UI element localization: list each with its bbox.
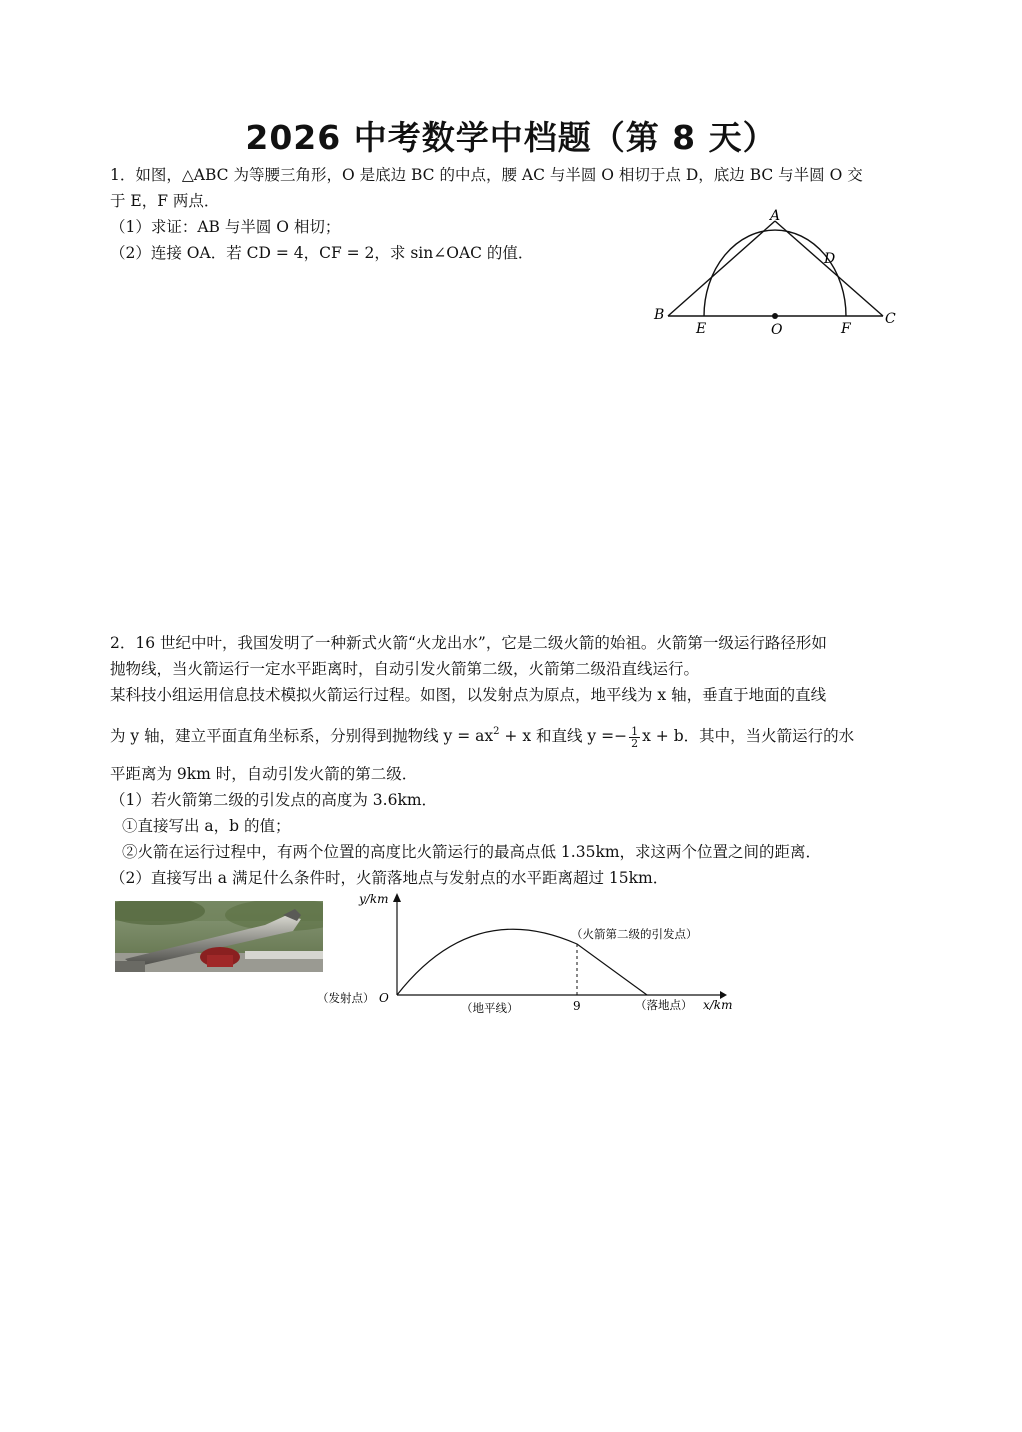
q2-line4-fraction bbox=[629, 726, 640, 749]
q2-line4-part-c: x + b．其中，当火箭运行的水 bbox=[642, 727, 855, 745]
label-a: A bbox=[770, 208, 781, 224]
page-title: 2026 中考数学中档题（第 8 天） bbox=[245, 118, 777, 157]
q1-part1: （1）求证：AB 与半圆 O 相切； bbox=[110, 218, 341, 236]
q2-part1-ii: ②火箭在运行过程中，有两个位置的高度比火箭运行的最高点低 1.35km，求这两个位置之间的距离． bbox=[122, 843, 822, 861]
x-axis-label: x/km bbox=[703, 998, 733, 1012]
q2-text-line2: 抛物线，当火箭运行一定水平距离时，自动引发火箭第二级，火箭第二级沿直线运行。 bbox=[110, 660, 700, 678]
q1-text-line1: 1．如图，△ABC 为等腰三角形，O 是底边 BC 的中点，腰 AC 与半圆 O 相切于点 D，底边 BC 与半圆 O 交 bbox=[110, 166, 863, 184]
landing-point-label: （落地点） bbox=[635, 998, 693, 1012]
fraction-denominator: 2 bbox=[631, 736, 639, 750]
label-e: E bbox=[696, 321, 707, 337]
q1-text-line2: 于 E，F 两点． bbox=[110, 192, 220, 210]
q2-line4-exponent: 2 bbox=[493, 726, 500, 737]
label-c: C bbox=[885, 311, 896, 327]
origin-label: O bbox=[379, 991, 389, 1005]
q1-triangle-figure bbox=[648, 203, 908, 343]
q2-line4-part-a: 为 y 轴，建立平面直角坐标系，分别得到抛物线 y = ax bbox=[110, 727, 494, 745]
q2-text-line1: 2．16 世纪中叶，我国发明了一种新式火箭“火龙出水”，它是二级火箭的始祖。火箭第一级运行路径形如 bbox=[110, 634, 827, 652]
q2-part1-i: ①直接写出 a，b 的值； bbox=[122, 817, 291, 835]
rocket-photo bbox=[115, 901, 323, 972]
q2-trajectory-graph bbox=[315, 888, 745, 1023]
tick-9-label: 9 bbox=[573, 999, 581, 1013]
q2-text-line4 bbox=[110, 722, 854, 749]
fraction-numerator: 1 bbox=[631, 724, 639, 738]
q2-text-line5: 平距离为 9km 时，自动引发火箭的第二级． bbox=[110, 765, 418, 783]
q2-part2: （2）直接写出 a 满足什么条件时，火箭落地点与发射点的水平距离超过 15km． bbox=[110, 869, 669, 887]
horizon-label: （地平线） bbox=[461, 1001, 519, 1015]
q2-part1: （1）若火箭第二级的引发点的高度为 3.6km． bbox=[110, 791, 438, 809]
q2-line4-part-b: + x 和直线 y =− bbox=[499, 727, 628, 745]
trigger-point-label: （火箭第二级的引发点） bbox=[571, 927, 698, 941]
label-d: D bbox=[824, 251, 836, 267]
label-b: B bbox=[654, 307, 665, 323]
q2-text-line3: 某科技小组运用信息技术模拟火箭运行过程。如图，以发射点为原点，地平线为 x 轴，垂直于地面的直线 bbox=[110, 686, 827, 704]
label-o: O bbox=[771, 322, 783, 338]
launch-point-label: （发射点） bbox=[317, 991, 375, 1005]
q1-part2: （2）连接 OA．若 CD = 4，CF = 2，求 sin∠OAC 的值． bbox=[110, 244, 534, 262]
label-f: F bbox=[841, 321, 851, 337]
y-axis-label: y/km bbox=[359, 892, 389, 906]
